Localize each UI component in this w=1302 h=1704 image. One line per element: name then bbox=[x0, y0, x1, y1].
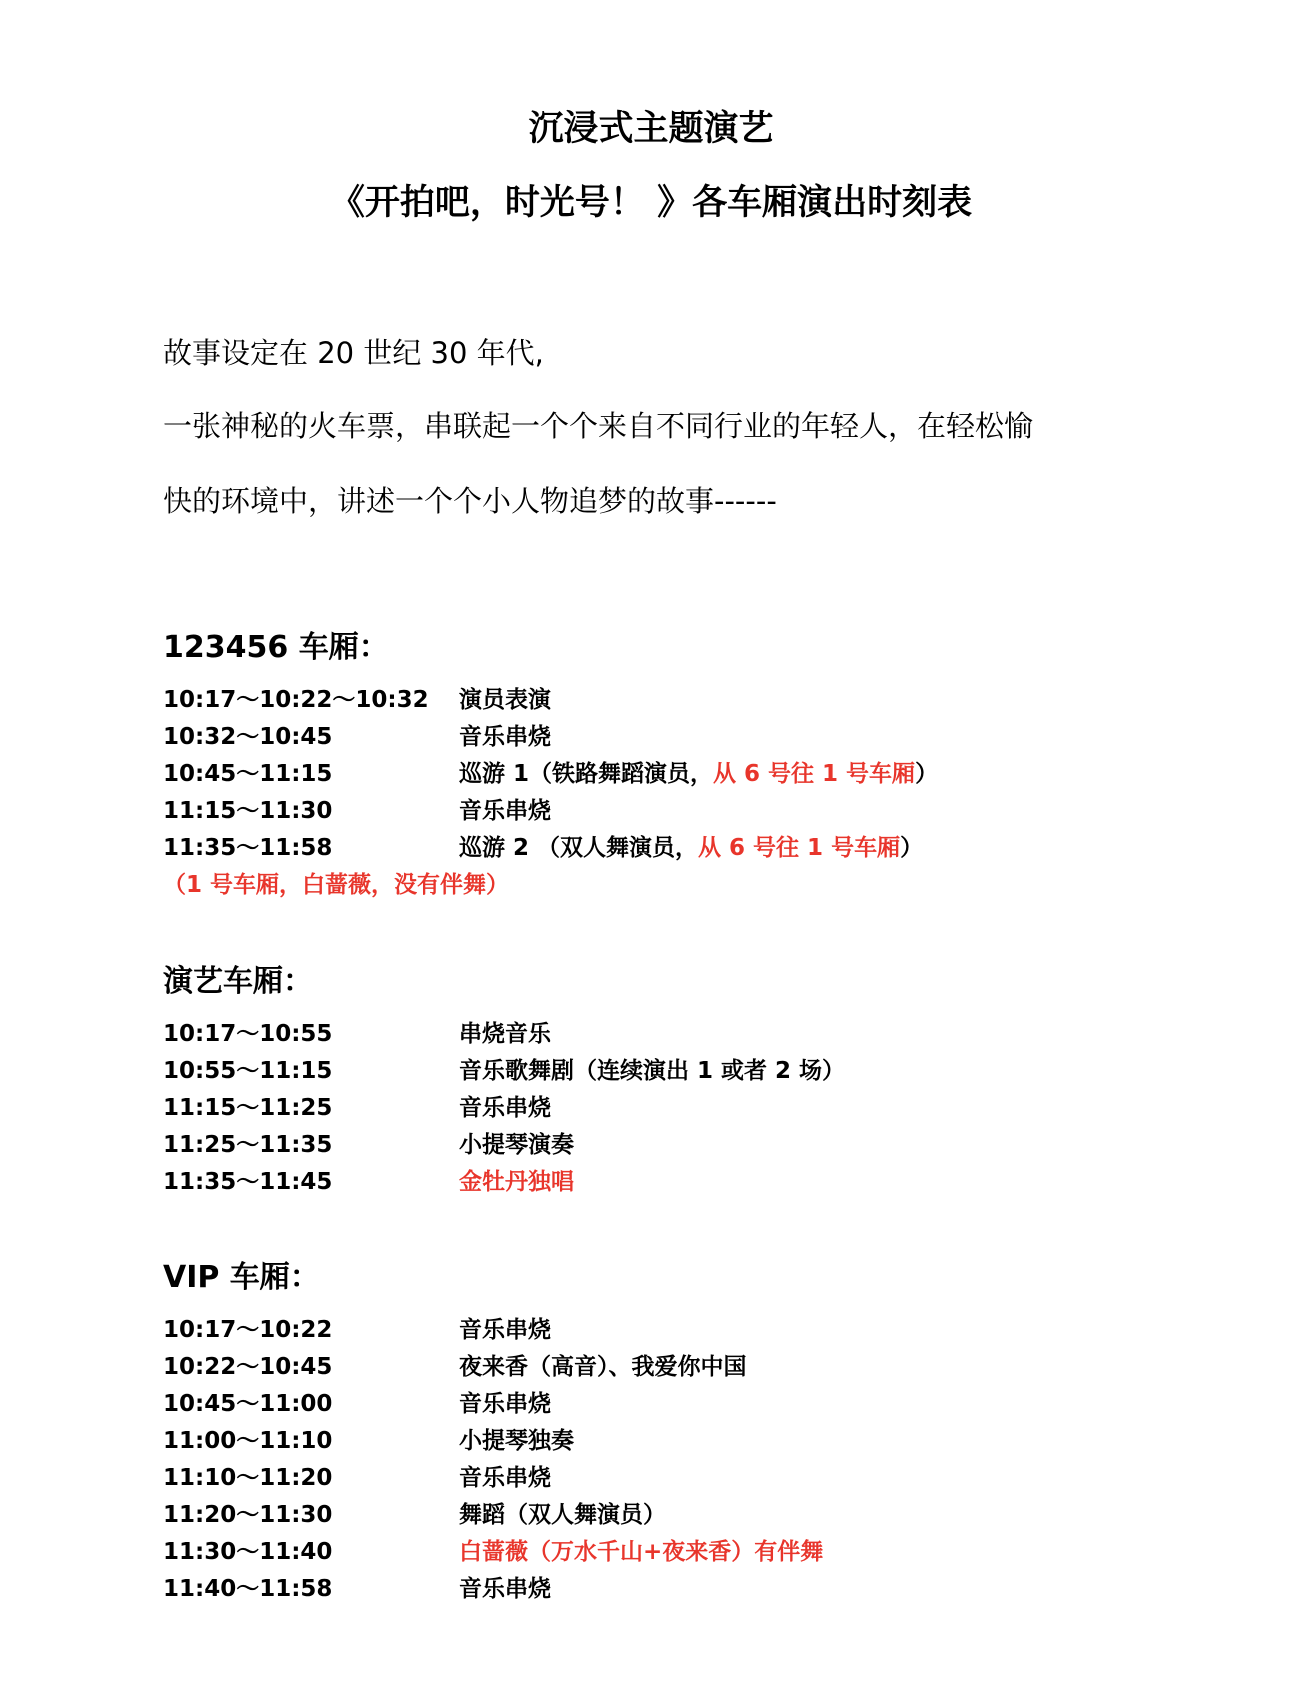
time-range: 11:35～11:45 bbox=[163, 1169, 333, 1195]
program-name: 夜来香（高音）、我爱你中国 bbox=[459, 1354, 747, 1380]
time-range: 10:17～10:22～10:32 bbox=[163, 687, 429, 713]
program-name: 音乐串烧 bbox=[459, 798, 551, 824]
schedule-row bbox=[163, 1164, 1163, 1201]
program-highlight: 从 6 号往 1 号车厢 bbox=[713, 761, 916, 787]
schedule-row bbox=[163, 1460, 1163, 1497]
intro-line-1: 故事设定在 20 世纪 30 年代, bbox=[163, 336, 544, 370]
time-range: 11:20～11:30 bbox=[163, 1502, 333, 1528]
program-name: 小提琴独奏 bbox=[459, 1428, 574, 1454]
program-text-end: ） bbox=[900, 835, 924, 861]
time-range: 10:17～10:55 bbox=[163, 1021, 333, 1047]
schedule-row bbox=[163, 1016, 1163, 1053]
program-name: 音乐串烧 bbox=[459, 1465, 551, 1491]
time-range: 10:32～10:45 bbox=[163, 724, 333, 750]
schedule-row bbox=[163, 830, 1163, 867]
time-range: 11:30～11:40 bbox=[163, 1539, 333, 1565]
time-range: 11:00～11:10 bbox=[163, 1428, 333, 1454]
time-range: 11:40～11:58 bbox=[163, 1576, 333, 1602]
time-range: 11:35～11:58 bbox=[163, 835, 333, 861]
section-heading: 演艺车厢： bbox=[163, 964, 313, 999]
schedule-row bbox=[163, 1571, 1163, 1608]
time-range: 11:10～11:20 bbox=[163, 1465, 333, 1491]
schedule-row bbox=[163, 1534, 1163, 1571]
program-highlight: 从 6 号往 1 号车厢 bbox=[698, 835, 901, 861]
schedule-row bbox=[163, 1127, 1163, 1164]
schedule-row bbox=[163, 1053, 1163, 1090]
program-name: 舞蹈（双人舞演员） bbox=[459, 1502, 666, 1528]
schedule-row bbox=[163, 1497, 1163, 1534]
document-title: 沉浸式主题演艺 bbox=[528, 109, 774, 149]
section-vip-carriage bbox=[163, 1258, 1163, 1608]
time-range: 10:45～11:00 bbox=[163, 1391, 333, 1417]
section-carriages-123456 bbox=[163, 628, 1163, 904]
time-range: 11:15～11:30 bbox=[163, 798, 333, 824]
schedule-row bbox=[163, 682, 1163, 719]
time-range: 10:55～11:15 bbox=[163, 1058, 333, 1084]
schedule-row bbox=[163, 1423, 1163, 1460]
program-text-end: ） bbox=[915, 761, 939, 787]
time-range: 11:25～11:35 bbox=[163, 1132, 333, 1158]
schedule-row bbox=[163, 793, 1163, 830]
schedule-row bbox=[163, 1312, 1163, 1349]
document-subtitle: 《开拍吧，时光号！ 》各车厢演出时刻表 bbox=[329, 183, 973, 223]
program-name: 串烧音乐 bbox=[459, 1021, 551, 1047]
program-name: 音乐串烧 bbox=[459, 1317, 551, 1343]
schedule-row bbox=[163, 1386, 1163, 1423]
program-name bbox=[459, 830, 923, 867]
program-name: 音乐串烧 bbox=[459, 1576, 551, 1602]
program-highlight: 白蔷薇（万水千山+夜来香）有伴舞 bbox=[459, 1539, 824, 1565]
intro-line-3: 快的环境中，讲述一个个小人物追梦的故事------ bbox=[163, 484, 777, 518]
program-name: 音乐串烧 bbox=[459, 1391, 551, 1417]
program-name: 音乐串烧 bbox=[459, 1095, 551, 1121]
program-name: 演员表演 bbox=[459, 687, 551, 713]
program-name: 音乐歌舞剧（连续演出 1 或者 2 场） bbox=[459, 1058, 846, 1084]
schedule-row bbox=[163, 719, 1163, 756]
time-range: 11:15～11:25 bbox=[163, 1095, 333, 1121]
time-range: 10:17～10:22 bbox=[163, 1317, 333, 1343]
schedule-row bbox=[163, 1349, 1163, 1386]
time-range: 10:22～10:45 bbox=[163, 1354, 333, 1380]
intro-line-2: 一张神秘的火车票，串联起一个个来自不同行业的年轻人，在轻松愉 bbox=[163, 409, 1034, 443]
time-range: 10:45～11:15 bbox=[163, 761, 333, 787]
program-name bbox=[459, 756, 938, 793]
program-highlight: 金牡丹独唱 bbox=[459, 1169, 574, 1195]
program-name: 小提琴演奏 bbox=[459, 1132, 574, 1158]
section-performance-carriage bbox=[163, 962, 1163, 1201]
schedule-row bbox=[163, 1090, 1163, 1127]
program-text: 巡游 2 （双人舞演员， bbox=[459, 835, 699, 861]
section-note: （1 号车厢，白蔷薇，没有伴舞） bbox=[163, 872, 510, 898]
program-name: 音乐串烧 bbox=[459, 724, 551, 750]
section-heading: VIP 车厢： bbox=[163, 1260, 320, 1295]
schedule-row bbox=[163, 756, 1163, 793]
program-text: 巡游 1（铁路舞蹈演员， bbox=[459, 761, 714, 787]
section-heading: 123456 车厢： bbox=[163, 630, 389, 665]
